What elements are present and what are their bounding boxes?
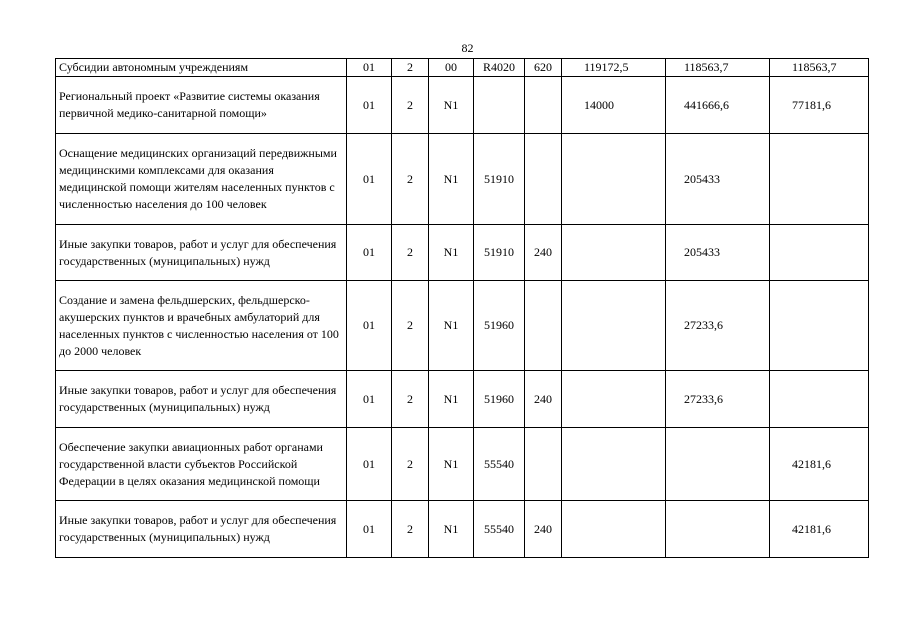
table-row [56, 225, 869, 281]
table-row [56, 134, 869, 225]
cell-amount-1: 14000 [562, 77, 666, 134]
cell-code-1: 01 [347, 501, 392, 558]
cell-code-5 [525, 77, 562, 134]
cell-code-4: 55540 [474, 501, 525, 558]
cell-code-3: N1 [429, 501, 474, 558]
cell-code-3: N1 [429, 134, 474, 225]
row-name: Оснащение медицинских организаций передвижными медицинскими комплексами для оказания медицинской помощи жителям населенных пунктов с численностью населения до 100 человек [56, 134, 347, 225]
cell-amount-3 [770, 225, 869, 281]
cell-code-1: 01 [347, 225, 392, 281]
cell-code-2: 2 [392, 59, 429, 77]
cell-code-5: 620 [525, 59, 562, 77]
row-name: Иные закупки товаров, работ и услуг для обеспечения государственных (муниципальных) нужд [56, 371, 347, 428]
cell-amount-2: 27233,6 [666, 281, 770, 371]
table-row [56, 281, 869, 371]
cell-code-3: N1 [429, 281, 474, 371]
row-name: Иные закупки товаров, работ и услуг для обеспечения государственных (муниципальных) нужд [56, 501, 347, 558]
cell-code-2: 2 [392, 77, 429, 134]
cell-amount-1: 119172,5 [562, 59, 666, 77]
cell-code-4: 55540 [474, 428, 525, 501]
cell-code-5 [525, 428, 562, 501]
cell-amount-2: 441666,6 [666, 77, 770, 134]
cell-code-3: N1 [429, 225, 474, 281]
cell-amount-2 [666, 501, 770, 558]
budget-table [55, 58, 869, 558]
cell-code-1: 01 [347, 371, 392, 428]
cell-amount-3 [770, 281, 869, 371]
cell-code-5 [525, 281, 562, 371]
cell-code-4: 51910 [474, 134, 525, 225]
row-name: Субсидии автономным учреждениям [56, 59, 347, 77]
table-row [56, 59, 869, 77]
cell-amount-3: 77181,6 [770, 77, 869, 134]
cell-code-2: 2 [392, 428, 429, 501]
page-number: 82 [461, 41, 474, 55]
cell-amount-1 [562, 225, 666, 281]
cell-amount-1 [562, 371, 666, 428]
cell-code-1: 01 [347, 428, 392, 501]
cell-code-4: R4020 [474, 59, 525, 77]
cell-amount-3 [770, 134, 869, 225]
table-row [56, 77, 869, 134]
cell-amount-1 [562, 134, 666, 225]
cell-code-2: 2 [392, 501, 429, 558]
cell-code-4: 51960 [474, 371, 525, 428]
cell-code-5 [525, 134, 562, 225]
cell-code-5: 240 [525, 225, 562, 281]
cell-code-1: 01 [347, 77, 392, 134]
cell-amount-2: 27233,6 [666, 371, 770, 428]
cell-amount-2 [666, 428, 770, 501]
cell-amount-2: 205433 [666, 225, 770, 281]
cell-code-1: 01 [347, 281, 392, 371]
cell-amount-2: 205433 [666, 134, 770, 225]
cell-code-2: 2 [392, 134, 429, 225]
table-row [56, 428, 869, 501]
cell-code-2: 2 [392, 225, 429, 281]
cell-code-2: 2 [392, 281, 429, 371]
cell-code-3: 00 [429, 59, 474, 77]
cell-code-3: N1 [429, 428, 474, 501]
row-name: Иные закупки товаров, работ и услуг для обеспечения государственных (муниципальных) нужд [56, 225, 347, 281]
cell-code-4 [474, 77, 525, 134]
cell-code-5: 240 [525, 371, 562, 428]
cell-amount-3: 42181,6 [770, 501, 869, 558]
cell-code-1: 01 [347, 59, 392, 77]
cell-amount-2: 118563,7 [666, 59, 770, 77]
row-name: Создание и замена фельдшерских, фельдшерско-акушерских пунктов и врачебных амбулаторий для населенных пунктов с численностью населения от 100 до 2000 человек [56, 281, 347, 371]
row-name: Региональный проект «Развитие системы оказания первичной медико-санитарной помощи» [56, 77, 347, 134]
cell-amount-3: 42181,6 [770, 428, 869, 501]
cell-code-3: N1 [429, 77, 474, 134]
cell-code-3: N1 [429, 371, 474, 428]
cell-amount-3 [770, 371, 869, 428]
row-name: Обеспечение закупки авиационных работ органами государственной власти субъектов Российской Федерации в целях оказания медицинской помощи [56, 428, 347, 501]
cell-amount-1 [562, 501, 666, 558]
cell-code-2: 2 [392, 371, 429, 428]
cell-code-5: 240 [525, 501, 562, 558]
cell-code-4: 51960 [474, 281, 525, 371]
table-row [56, 501, 869, 558]
cell-amount-3: 118563,7 [770, 59, 869, 77]
cell-code-1: 01 [347, 134, 392, 225]
cell-amount-1 [562, 428, 666, 501]
cell-amount-1 [562, 281, 666, 371]
table-row [56, 371, 869, 428]
cell-code-4: 51910 [474, 225, 525, 281]
